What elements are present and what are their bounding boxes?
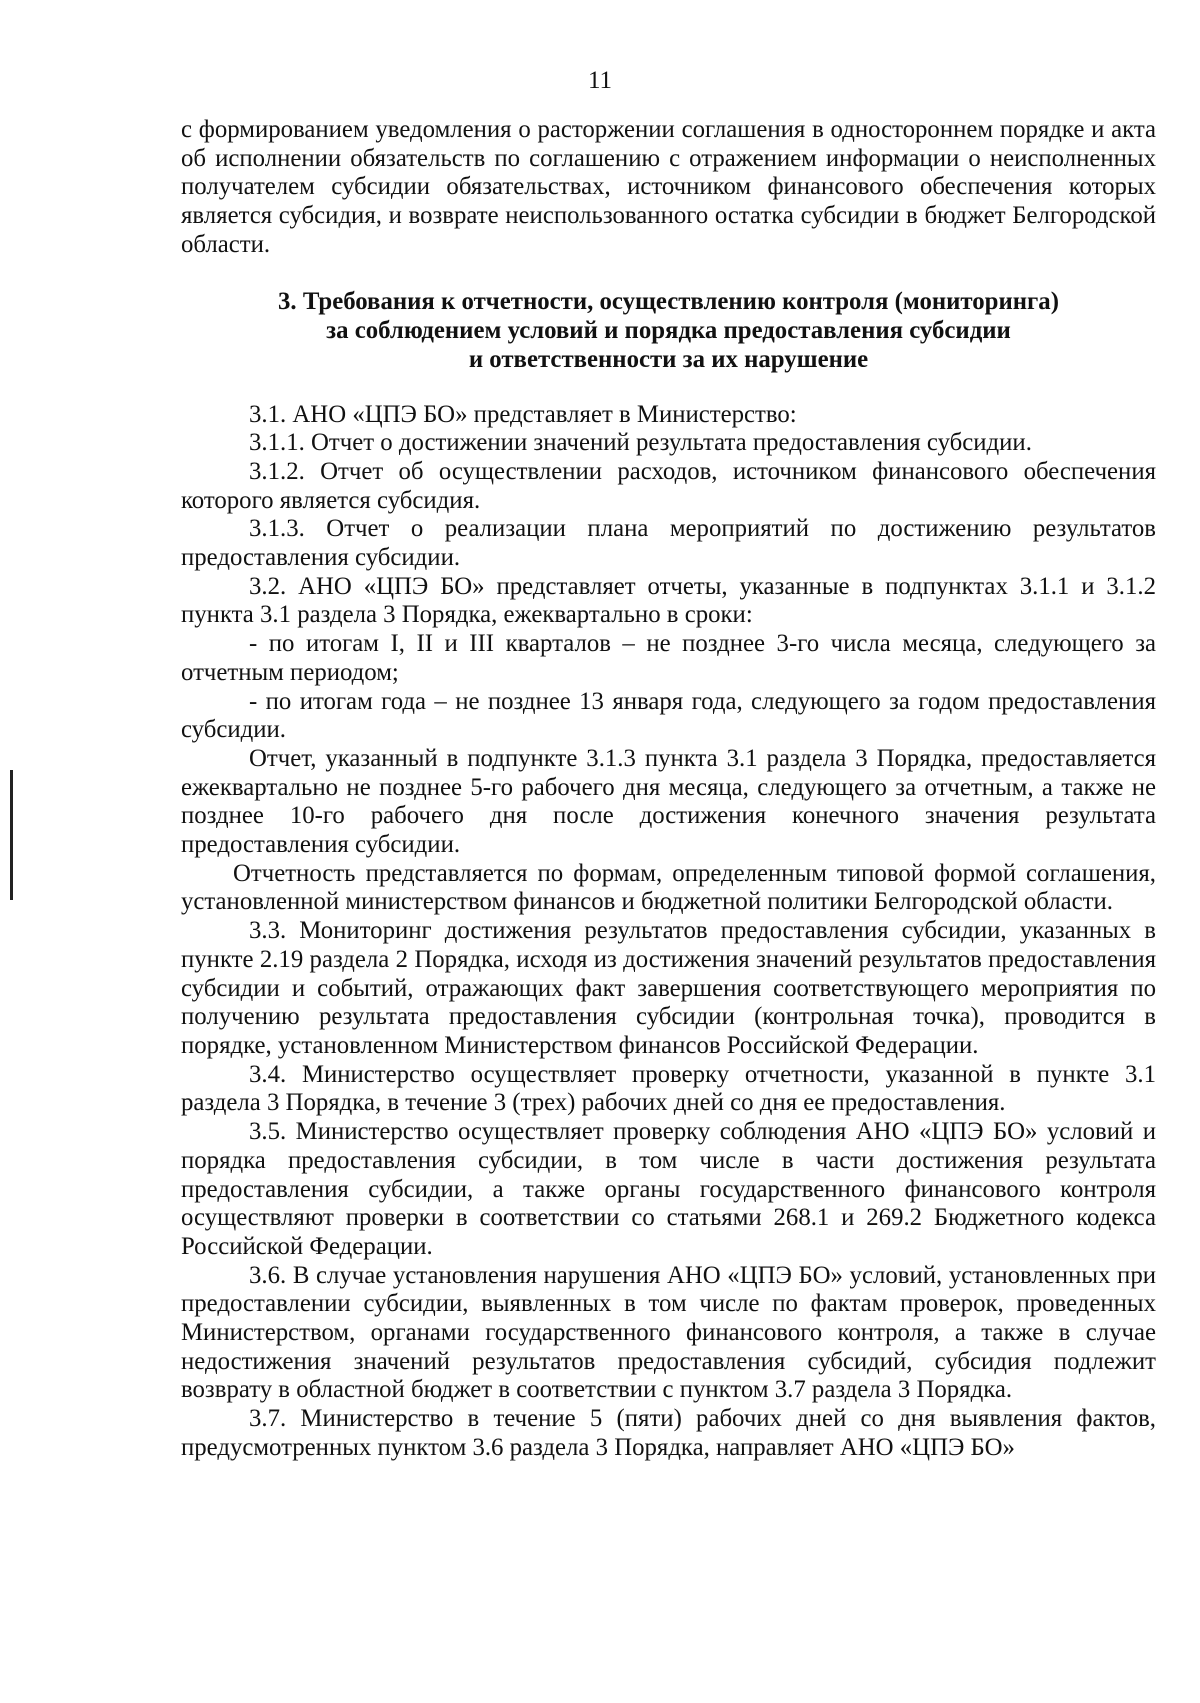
paragraph-3-2-report: Отчет, указанный в подпункте 3.1.3 пункта 3.1 раздела 3 Порядка, предоставляется ежеквартально не позднее 5-го рабочего дня месяца, следующего за отчетным, а также не позднее 10-го рабочего дня после достижения конечного значения результата предоставления субсидии. xyxy=(181,744,1156,859)
paragraph-3-2: 3.2. АНО «ЦПЭ БО» представляет отчеты, указанные в подпунктах 3.1.1 и 3.1.2 пункта 3.1 раздела 3 Порядка, ежеквартально в сроки: xyxy=(181,572,1156,629)
paragraph-3-2-forms: Отчетность представляется по формам, определенным типовой формой соглашения, установленной министерством финансов и бюджетной политики Белгородской области. xyxy=(181,859,1156,916)
paragraph-3-1: 3.1. АНО «ЦПЭ БО» представляет в Министерство: xyxy=(249,400,797,428)
section-heading-line-2: за соблюдением условий и порядка предоставления субсидии xyxy=(326,316,1011,344)
scan-edge-mark xyxy=(10,770,13,900)
section-heading-line-3: и ответственности за их нарушение xyxy=(468,345,869,373)
paragraph-3-6: 3.6. В случае установления нарушения АНО «ЦПЭ БО» условий, установленных при предоставлении субсидии, выявленных в том числе по фактам проверок, проведенных Министерством, органами государственного финансового контроля, а также в случае недостижения значений результатов предоставления субсидий, субсидия подлежит возврату в областной бюджет в соответствии с пунктом 3.7 раздела 3 Порядка. xyxy=(181,1261,1156,1404)
paragraph-3-1-3: 3.1.3. Отчет о реализации плана мероприятий по достижению результатов предоставления субсидии. xyxy=(181,515,1156,572)
paragraph-3-3: 3.3. Мониторинг достижения результатов предоставления субсидии, указанных в пункте 2.19 раздела 2 Порядка, исходя из достижения значений результатов предоставления субсидии и событий, отражающих факт завершения соответствующего мероприятия по получению результата предоставления субсидии (контрольная точка), проводится в порядке, установленном Министерством финансов Российской Федерации. xyxy=(181,917,1156,1059)
page-number: 11 xyxy=(587,67,613,94)
paragraph-3-5: 3.5. Министерство осуществляет проверку соблюдения АНО «ЦПЭ БО» условий и порядка предоставления субсидии, в том числе в части достижения результата предоставления субсидии, а также органы государственного финансового контроля осуществляют проверки в соответствии со статьями 268.1 и 269.2 Бюджетного кодекса Российской Федерации. xyxy=(181,1118,1156,1260)
paragraph-3-2-year: - по итогам года – не позднее 13 января года, следующего за годом предоставления субсидии. xyxy=(181,687,1156,744)
paragraph-3-1-2: 3.1.2. Отчет об осуществлении расходов, источником финансового обеспечения которого является субсидия. xyxy=(181,457,1156,514)
paragraph-3-7: 3.7. Министерство в течение 5 (пяти) рабочих дней со дня выявления фактов, предусмотренных пунктом 3.6 раздела 3 Порядка, направляет АНО «ЦПЭ БО» xyxy=(181,1405,1156,1461)
section-heading xyxy=(181,287,1156,374)
paragraph-3-4: 3.4. Министерство осуществляет проверку отчетности, указанной в пункте 3.1 раздела 3 Порядка, в течение 3 (трех) рабочих дней со дня ее предоставления. xyxy=(181,1060,1156,1117)
section-heading-line-1: 3. Требования к отчетности, осуществлению контроля (мониторинга) xyxy=(278,287,1059,315)
paragraph-3-2-quarters: - по итогам I, II и III кварталов – не позднее 3-го числа месяца, следующего за отчетным периодом; xyxy=(181,630,1156,686)
document-body xyxy=(181,116,1156,1463)
paragraph-3-1-1: 3.1.1. Отчет о достижении значений результата предоставления субсидии. xyxy=(249,429,1032,457)
paragraph-continuation: с формированием уведомления о расторжении соглашения в одностороннем порядке и акта об исполнении обязательств по соглашению с отражением информации о неисполненных получателем субсидии обязательствах, источником финансового обеспечения которых является субсидия, и возврате неиспользованного остатка субсидии в бюджет Белгородской области. xyxy=(181,116,1156,258)
